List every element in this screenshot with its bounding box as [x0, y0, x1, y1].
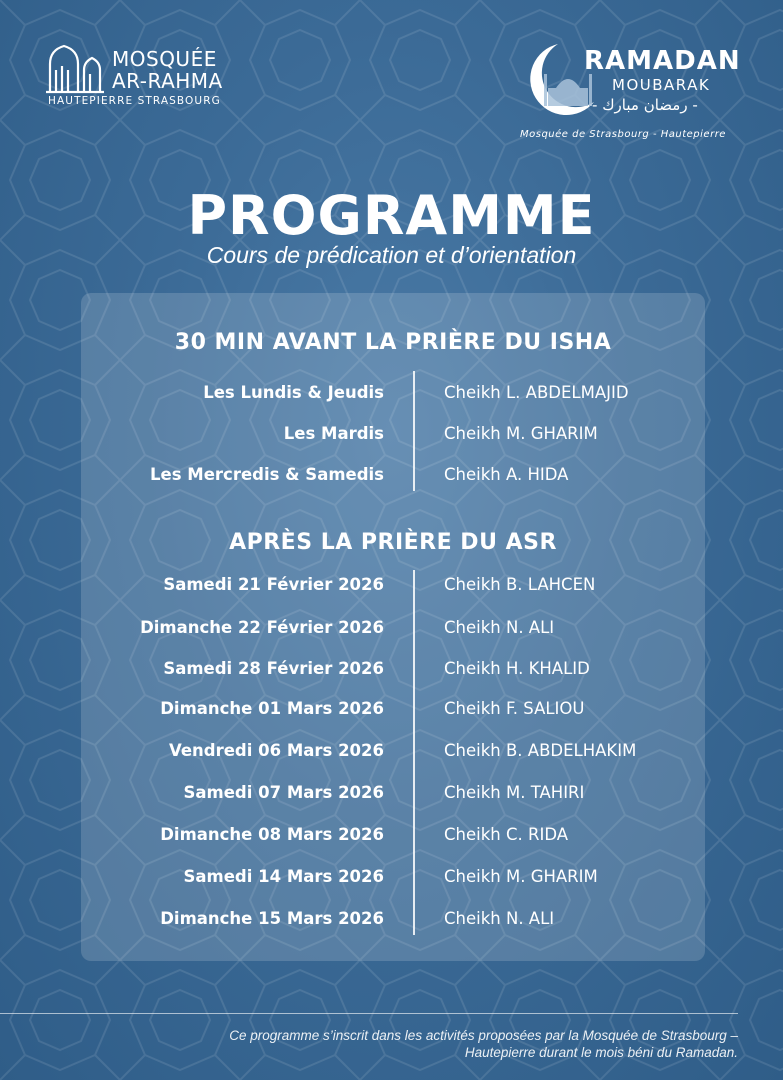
schedule-sheikh: Cheikh B. LAHCEN	[444, 575, 596, 594]
logo-title-line1: MOSQUÉE	[112, 47, 217, 71]
ramadan-logo	[518, 40, 748, 150]
ramadan-caption: Mosquée de Strasbourg - Hautepierre	[520, 129, 726, 140]
ramadan-subtitle: MOUBARAK	[612, 76, 711, 94]
mosque-icon	[46, 44, 104, 94]
schedule-row	[81, 462, 705, 488]
schedule-sheikh: Cheikh L. ABDELMAJID	[444, 383, 629, 402]
schedule-sheikh: Cheikh M. GHARIM	[444, 424, 598, 443]
schedule-row	[81, 696, 705, 722]
logo-title-line2: AR-RAHMA	[112, 69, 223, 93]
schedule-day: Samedi 07 Mars 2026	[183, 783, 384, 802]
section-heading-asr: APRÈS LA PRIÈRE DU ASR	[229, 530, 557, 555]
schedule-row	[81, 864, 705, 890]
page-title: PROGRAMME	[187, 184, 596, 247]
schedule-sheikh: Cheikh N. ALI	[444, 618, 555, 637]
schedule-row	[81, 421, 705, 447]
footer-divider	[0, 1013, 738, 1014]
schedule-day: Dimanche 22 Février 2026	[140, 618, 384, 637]
schedule-day: Dimanche 01 Mars 2026	[160, 699, 384, 718]
schedule-sheikh: Cheikh N. ALI	[444, 909, 555, 928]
schedule-sheikh: Cheikh H. KHALID	[444, 659, 590, 678]
schedule-row	[81, 906, 705, 932]
schedule-row	[81, 822, 705, 848]
schedule-sheikh: Cheikh B. ABDELHAKIM	[444, 741, 637, 760]
schedule-day: Les Lundis & Jeudis	[203, 383, 384, 402]
schedule-row	[81, 572, 705, 598]
schedule-day: Dimanche 08 Mars 2026	[160, 825, 384, 844]
schedule-sheikh: Cheikh F. SALIOU	[444, 699, 585, 718]
schedule-row	[81, 656, 705, 682]
schedule-sheikh: Cheikh A. HIDA	[444, 465, 569, 484]
ramadan-title: RAMADAN	[584, 46, 741, 76]
schedule-day: Samedi 14 Mars 2026	[183, 867, 384, 886]
schedule-row	[81, 615, 705, 641]
schedule-day: Dimanche 15 Mars 2026	[160, 909, 384, 928]
schedule-day: Les Mardis	[283, 424, 384, 443]
page-subtitle: Cours de prédication et d’orientation	[206, 242, 577, 268]
schedule-panel	[81, 293, 705, 961]
logo-location: HAUTEPIERRE STRASBOURG	[48, 95, 221, 107]
schedule-day: Vendredi 06 Mars 2026	[168, 741, 384, 760]
schedule-day: Samedi 21 Février 2026	[163, 575, 384, 594]
schedule-day: Samedi 28 Février 2026	[163, 659, 384, 678]
schedule-day: Les Mercredis & Samedis	[150, 465, 384, 484]
mosque-logo	[46, 44, 246, 108]
schedule-sheikh: Cheikh M. TAHIRI	[444, 783, 585, 802]
ramadan-arabic: - رمضان مبارك -	[592, 96, 698, 114]
schedule-row	[81, 380, 705, 406]
footer-note: Ce programme s’inscrit dans les activités proposées par la Mosquée de Strasbourg – Hautepierre durant le mois béni du Ramadan.	[229, 1028, 738, 1060]
schedule-sheikh: Cheikh M. GHARIM	[444, 867, 598, 886]
schedule-row	[81, 780, 705, 806]
section-heading-isha: 30 MIN AVANT LA PRIÈRE DU ISHA	[174, 330, 612, 355]
schedule-row	[81, 738, 705, 764]
schedule-sheikh: Cheikh C. RIDA	[444, 825, 569, 844]
